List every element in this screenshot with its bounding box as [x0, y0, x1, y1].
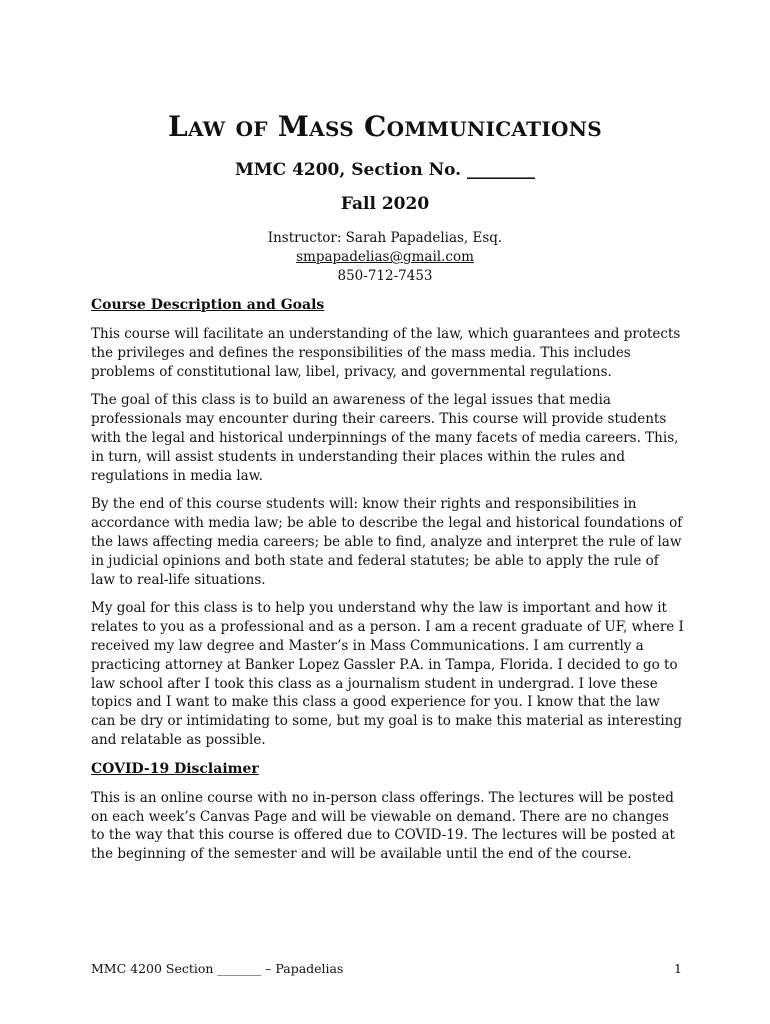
paragraph: My goal for this class is to help you understand why the law is important and how it relates to you as a professional and as a person. I am a recent graduate of UF, where I received my law degree and Master’s in Mass Communications. I am currently a practicing attorney at Banker Lopez Gassler P.A. in Tampa, Florida. I decided to go to law school after I took this class as a journalism student in undergrad. I love these topics and I want to make this class a good experience for you. I know that the law can be dry or intimidating to some, but my goal is to make this material as interesting and relatable as possible. [91, 600, 684, 748]
paragraph: By the end of this course students will: know their rights and responsibilities in accordance with media law; be able to describe the legal and historical foundations of the laws affecting media careers; be able to find, analyze and interpret the rule of law in judicial opinions and both state and federal statutes; be able to apply the rule of law to real-life situations. [91, 496, 683, 588]
instructor-contact [0, 229, 770, 286]
instructor-email-link[interactable]: smpapadelias@gmail.com [296, 249, 474, 265]
page-number: 1 [674, 961, 682, 976]
paragraph: This is an online course with no in-person class offerings. The lectures will be posted on each week’s Canvas Page and will be viewable on demand. There are no changes to the way that this course is offered due to COVID-19. The lectures will be posted at the beginning of the semester and will be available until the end of the course. [91, 789, 675, 863]
course-term: Fall 2020 [340, 194, 430, 214]
instructor-phone: 850-712-7453 [337, 268, 433, 284]
paragraph: This course will facilitate an understanding of the law, which guarantees and protects the privileges and defines the responsibilities of the mass media. This includes problems of constitutional law, libel, privacy, and governmental regulations. [91, 326, 681, 380]
paragraph: The goal of this class is to build an awareness of the legal issues that media professionals may encounter during their careers. This course will provide students with the legal and historical underpinnings of the many facets of media careers. This, in turn, will assist students in understanding their places within the rules and regulations in media law. [91, 392, 679, 484]
page-footer [91, 961, 682, 976]
section-heading-covid-disclaimer: COVID-19 Disclaimer [91, 760, 259, 777]
instructor-name: Instructor: Sarah Papadelias, Esq. [267, 230, 503, 246]
page-title: Law of Mass Communications [167, 110, 603, 143]
syllabus-body [91, 296, 686, 874]
footer-text: MMC 4200 Section _______ – Papadelias [91, 961, 344, 976]
course-section: MMC 4200, Section No. ________ [234, 160, 536, 180]
section-heading-course-description: Course Description and Goals [91, 297, 325, 313]
